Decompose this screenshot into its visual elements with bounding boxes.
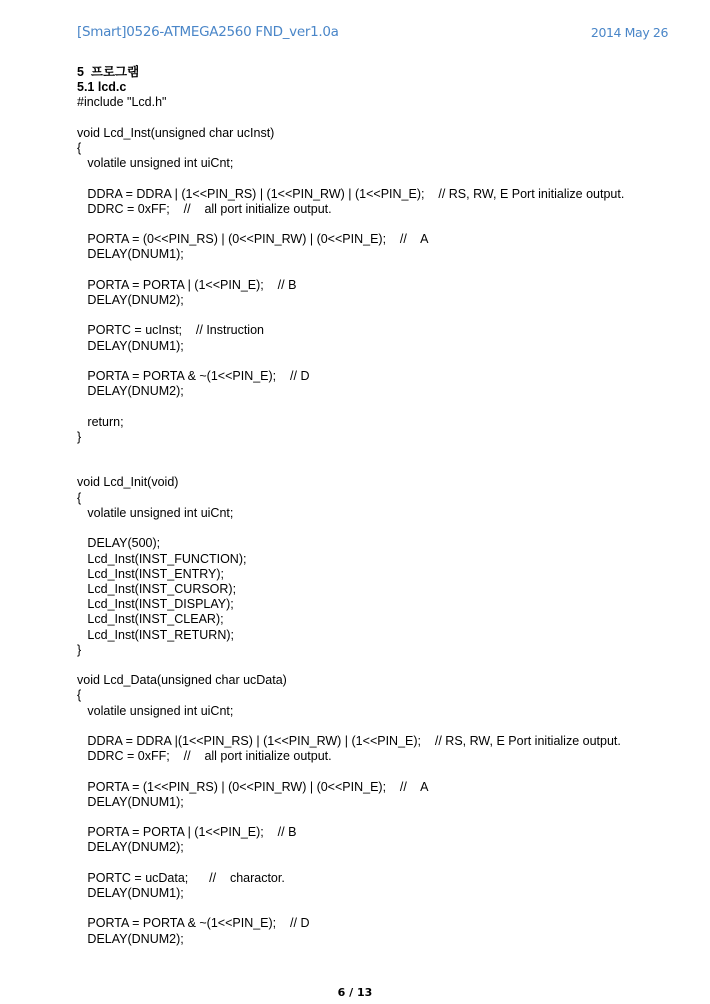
page-number: 6 / 13 bbox=[337, 986, 373, 999]
header-doc-title: [Smart]0526-ATMEGA2560 FND_ver1.0a bbox=[77, 24, 339, 40]
subsection-heading: 5.1 lcd.c bbox=[77, 80, 127, 95]
document-body bbox=[77, 65, 697, 947]
section-heading: 5 프로그램 bbox=[77, 65, 140, 79]
header-date: 2014 May 26 bbox=[590, 25, 668, 40]
code-listing: #include "Lcd.h" void Lcd_Inst(unsigned char ucInst) { volatile unsigned int uiCnt; DDRA = DDRA | (1<<PIN_RS) | (1<<PIN_RW) | (1<<PIN_E); // RS, RW, E Port initialize output. DDRC = 0xFF; // all port initialize output. PORTA = (0<<PIN_RS) | (0<<PIN_RW) | (0<<PIN_E); // A DELAY(DNUM1); PORTA = PORTA | (1<<PIN_E); // B DELAY(DNUM2); PORTC = ucInst; // Instruction DELAY(DNUM1); PORTA = PORTA & ~(1<<PIN_E); // D DELAY(DNUM2); return; } void Lcd_Init(void) { volatile unsigned int uiCnt; DELAY(500); Lcd_Inst(INST_FUNCTION); Lcd_Inst(INST_ENTRY); Lcd_Inst(INST_CURSOR); Lcd_Inst(INST_DISPLAY); Lcd_Inst(INST_CLEAR); Lcd_Inst(INST_RETURN); } void Lcd_Data(unsigned char ucData) { volatile unsigned int uiCnt; DDRA = DDRA |(1<<PIN_RS) | (1<<PIN_RW) | (1<<PIN_E); // RS, RW, E Port initialize output. DDRC = 0xFF; // all port initialize output. PORTA = (1<<PIN_RS) | (0<<PIN_RW) | (0<<PIN_E); // A DELAY(DNUM1); PORTA = PORTA | (1<<PIN_E); // B DELAY(DNUM2); PORTC = ucData; // charactor. DELAY(DNUM1); PORTA = PORTA & ~(1<<PIN_E); // D DELAY(DNUM2); bbox=[77, 95, 625, 946]
